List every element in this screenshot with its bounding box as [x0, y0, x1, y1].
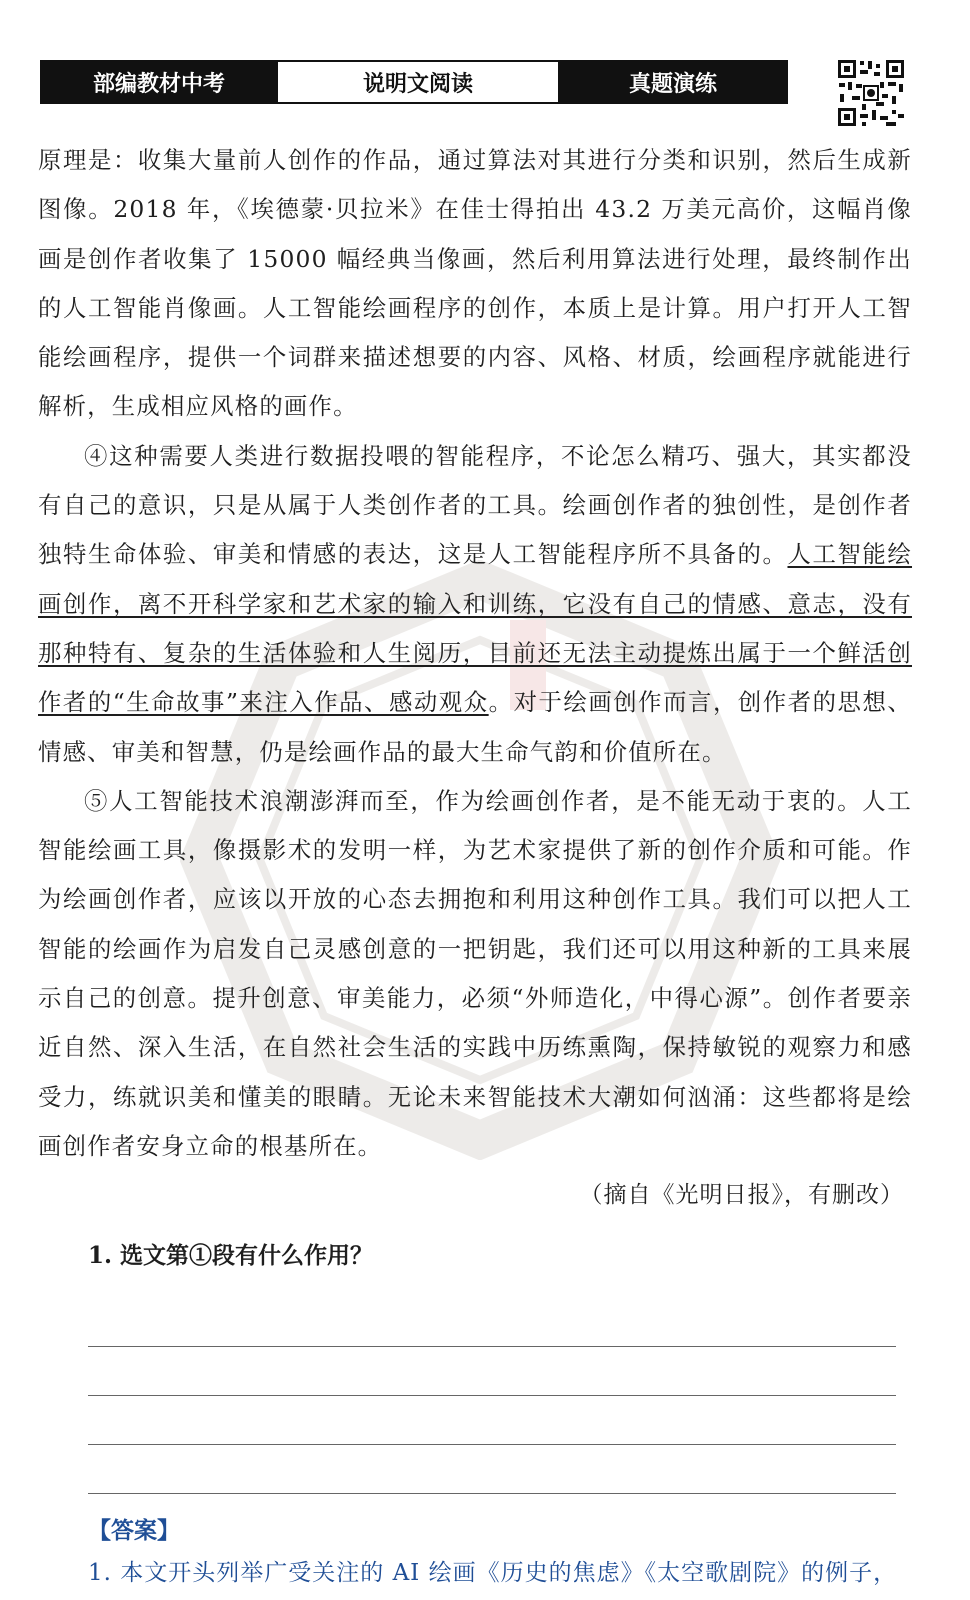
paragraph-4	[38, 432, 912, 777]
paragraph-4-part1: ④这种需要人类进行数据投喂的智能程序，不论怎么精巧、强大，其实都没有自己的意识，只是从属于人类创作者的工具。绘画创作者的独创性，是创作者独特生命体验、审美和情感的表达，这是人工智能程序所不具备的。	[38, 441, 912, 569]
header-bar	[40, 60, 788, 104]
answer-line[interactable]	[88, 1396, 896, 1445]
header-section: 真题演练	[560, 62, 786, 102]
header-topic: 说明文阅读	[276, 62, 560, 102]
answer-lines	[88, 1298, 896, 1494]
paragraph-intro: 原理是：收集大量前人创作的作品，通过算法对其进行分类和识别，然后生成新图像。2018 年，《埃德蒙·贝拉米》在佳士得拍出 43.2 万美元高价，这幅肖像画是创作者收集了 15000 幅经典当像画，然后利用算法进行处理，最终制作出的人工智能肖像画。人工智能绘画程序的创作，本质上是计算。用户打开人工智能绘画程序，提供一个词群来描述想要的内容、风格、材质，绘画程序就能进行解析，生成相应风格的画作。	[38, 146, 912, 421]
source-citation: （摘自《光明日报》，有删改）	[579, 1182, 904, 1209]
article-body	[38, 136, 912, 1590]
answer-text: 1. 本文开头列举广受关注的 AI 绘画《历史的焦虑》《太空歌剧院》的例子，	[88, 1560, 898, 1587]
paragraph-5: ⑤人工智能技术浪潮澎湃而至，作为绘画创作者，是不能无动于衷的。人工智能绘画工具，像摄影术的发明一样，为艺术家提供了新的创作介质和可能。作为绘画创作者，应该以开放的心态去拥抱和利用这种创作工具。我们可以把人工智能的绘画作为启发自己灵感创意的一把钥匙，我们还可以用这种新的工具来展示自己的创意。提升创意、审美能力，必须“外师造化，中得心源”。创作者要亲近自然、深入生活，在自然社会生活的实践中历练熏陶，保持敏锐的观察力和感受力，练就识美和懂美的眼睛。无论未来智能技术大潮如何汹涌：这些都将是绘画创作者安身立命的根基所在。	[38, 786, 912, 1160]
answer-line[interactable]	[88, 1347, 896, 1396]
paragraph-4-part2: 。对于绘画创作而言，创作者的思想、情感、审美和智慧，仍是绘画作品的最大生命气韵和价值所在。	[38, 688, 912, 766]
answer-line[interactable]	[88, 1445, 896, 1494]
qr-code-icon[interactable]	[836, 58, 906, 128]
answer-label: 【答案】	[88, 1517, 180, 1545]
question-1: 1. 选文第①段有什么作用？	[88, 1242, 374, 1270]
answer-line[interactable]	[88, 1298, 896, 1347]
header-category: 部编教材中考	[42, 62, 276, 102]
paragraph-4-underlined: 人工智能绘画创作，离不开科学家和艺术家的输入和训练，它没有自己的情感、意志，没有那种特有、复杂的生活体验和人生阅历，目前还无法主动提炼出属于一个鲜活创作者的“生命故事”来注入作品、感动观众	[38, 540, 913, 717]
